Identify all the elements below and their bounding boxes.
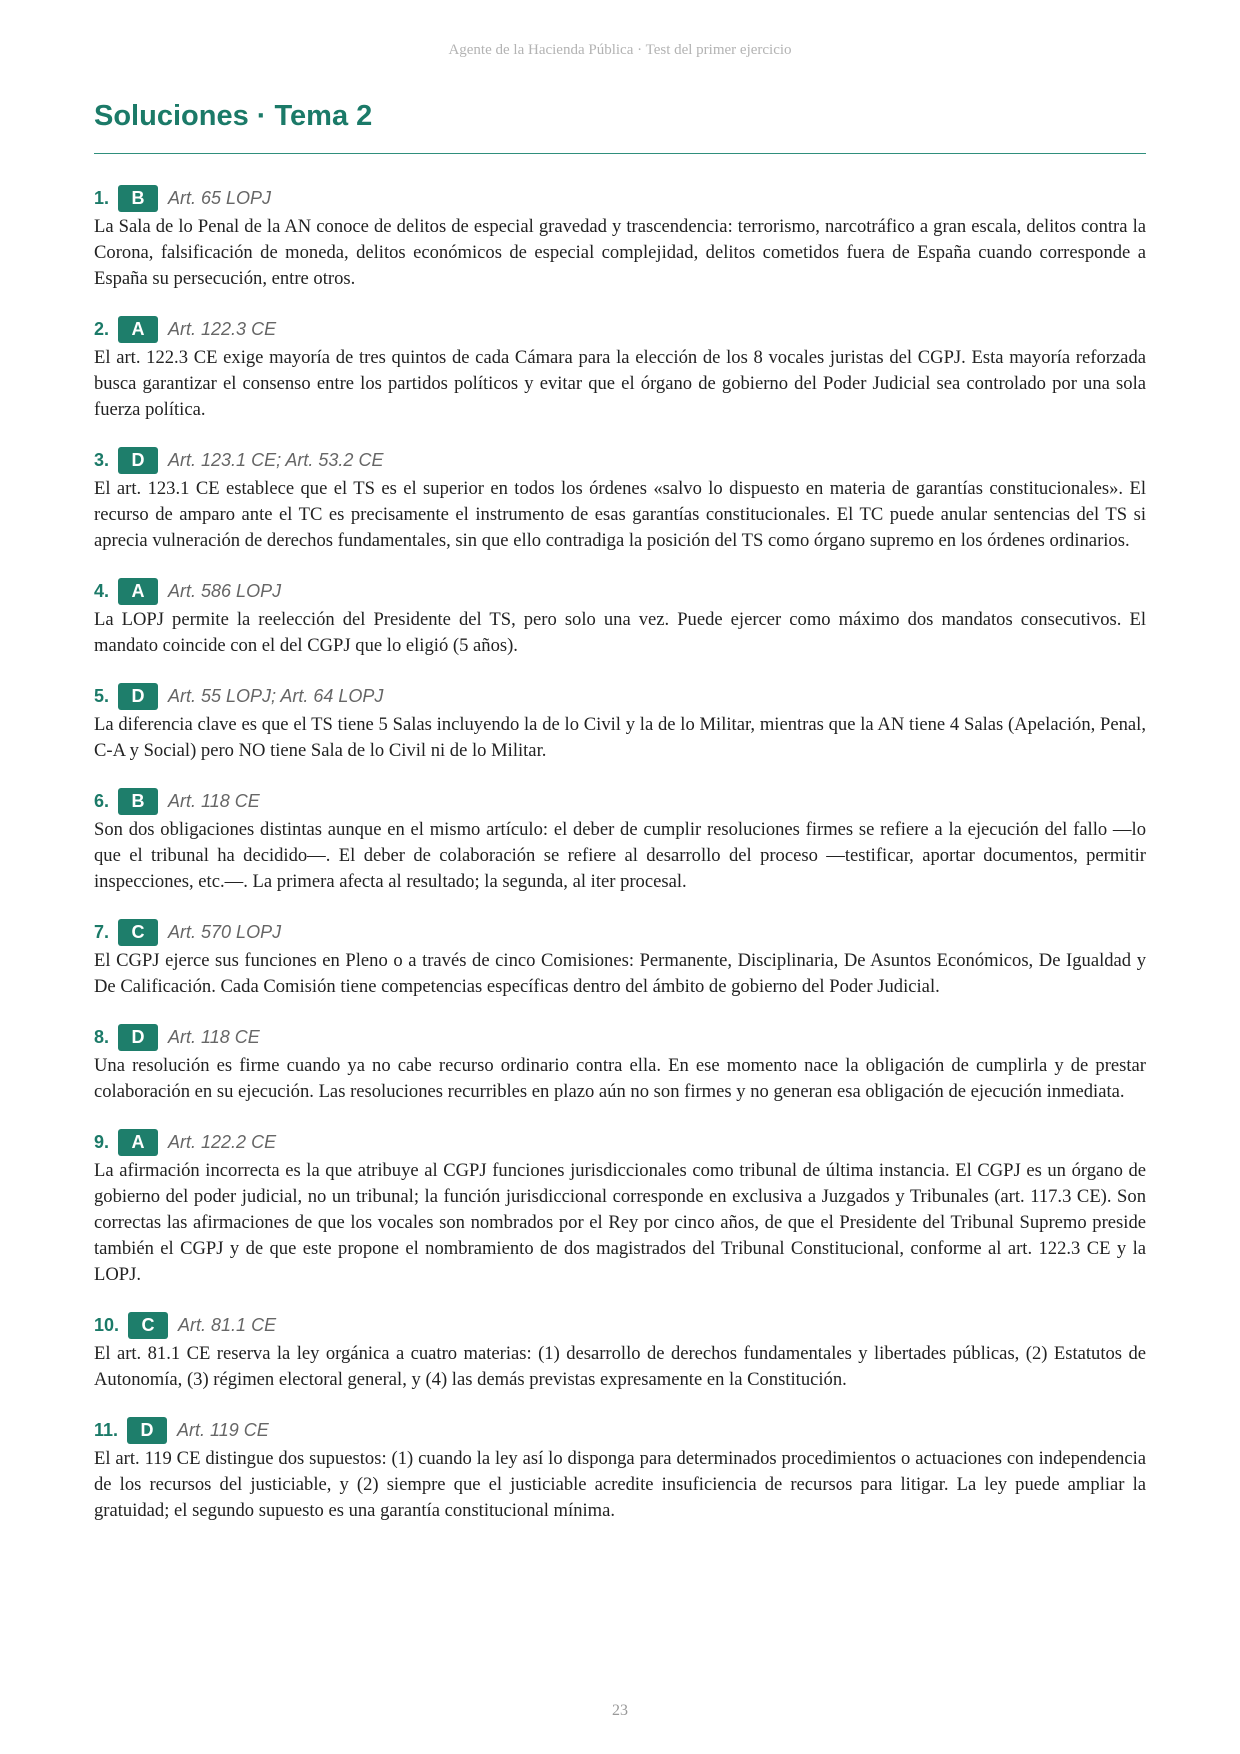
answer-item — [94, 682, 1146, 764]
answer-item — [94, 787, 1146, 895]
answer-reference: Art. 122.3 CE — [168, 318, 277, 339]
answer-explanation: El art. 123.1 CE establece que el TS es el superior en todos los órdenes «salvo lo dispuesto en materia de garantías constitucionales». El recurso de amparo ante el TC es precisamente el instrumento de esas garantías constitucionales. El TC puede anular sentencias del TS si aprecia vulneración de derechos fundamentales, sin que ello contradiga la posición del TS como órgano supremo en los órdenes ordinarios. — [94, 478, 1146, 551]
answer-header — [94, 787, 1146, 815]
answer-header — [94, 577, 1146, 605]
answer-letter-badge: D — [118, 1024, 158, 1051]
answer-number: 6. — [94, 790, 110, 811]
answer-header — [94, 682, 1146, 710]
answer-header — [94, 918, 1146, 946]
answer-number: 8. — [94, 1026, 110, 1047]
answer-explanation: La Sala de lo Penal de la AN conoce de delitos de especial gravedad y trascendencia: terrorismo, narcotráfico a gran escala, delitos contra la Corona, falsificación de moneda, delitos económicos de especial complejidad, delitos cometidos fuera de España cuando corresponde a España su persecución, entre otros. — [94, 216, 1146, 289]
answer-reference: Art. 118 CE — [168, 790, 260, 811]
page-number: 23 — [612, 1702, 628, 1719]
answer-item — [94, 446, 1146, 554]
answer-letter-badge: B — [118, 185, 158, 212]
answer-header — [94, 1023, 1146, 1051]
answer-explanation: La diferencia clave es que el TS tiene 5 Salas incluyendo la de lo Civil y la de lo Militar, mientras que la AN tiene 4 Salas (Apelación, Penal, C-A y Social) pero NO tiene Sala de lo Civil ni de lo Militar. — [94, 714, 1146, 761]
answer-header — [94, 1311, 1146, 1339]
answer-number: 1. — [94, 187, 110, 208]
answer-letter-badge: C — [118, 919, 158, 946]
answer-letter-badge: D — [127, 1417, 167, 1444]
answer-item — [94, 918, 1146, 1000]
answer-explanation: Una resolución es firme cuando ya no cabe recurso ordinario contra ella. En ese momento nace la obligación de cumplirla y de prestar colaboración en su ejecución. Las resoluciones recurribles en plazo aún no son firmes y no generan esa obligación de ejecución inmediata. — [94, 1055, 1146, 1102]
running-header: Agente de la Hacienda Pública · Test del primer ejercicio — [448, 42, 792, 58]
answer-letter-badge: C — [128, 1312, 168, 1339]
answer-reference: Art. 81.1 CE — [178, 1314, 277, 1335]
answer-letter-badge: D — [118, 683, 158, 710]
answer-number: 3. — [94, 449, 110, 470]
answer-letter-badge: A — [118, 578, 158, 605]
answer-header — [94, 446, 1146, 474]
answer-number: 7. — [94, 921, 110, 942]
answer-letter-badge: A — [118, 316, 158, 343]
answer-item — [94, 1023, 1146, 1105]
page-title: Soluciones · Tema 2 — [94, 100, 373, 132]
answer-header — [94, 184, 1146, 212]
answer-header — [94, 1128, 1146, 1156]
answer-number: 9. — [94, 1131, 110, 1152]
answer-explanation: La afirmación incorrecta es la que atribuye al CGPJ funciones jurisdiccionales como tribunal de última instancia. El CGPJ es un órgano de gobierno del poder judicial, no un tribunal; la función jurisdiccional corresponde en exclusiva a Juzgados y Tribunales (art. 117.3 CE). Son correctas las afirmaciones de que los vocales son nombrados por el Rey por cinco años, de que el Presidente del Tribunal Supremo preside también el CGPJ y de que este propone el nombramiento de dos magistrados del Tribunal Constitucional, conforme al art. 122.3 CE y la LOPJ. — [94, 1160, 1146, 1285]
answer-header — [94, 1416, 1146, 1444]
answer-explanation: El art. 81.1 CE reserva la ley orgánica a cuatro materias: (1) desarrollo de derechos fundamentales y libertades públicas, (2) Estatutos de Autonomía, (3) régimen electoral general, y (4) las demás previstas expresamente en la Constitución. — [94, 1343, 1146, 1390]
answer-letter-badge: A — [118, 1129, 158, 1156]
answer-reference: Art. 570 LOPJ — [168, 921, 282, 942]
answer-number: 10. — [94, 1314, 120, 1335]
answer-explanation: La LOPJ permite la reelección del Presidente del TS, pero solo una vez. Puede ejercer como máximo dos mandatos consecutivos. El mandato coincide con el del CGPJ que lo eligió (5 años). — [94, 609, 1146, 656]
answer-reference: Art. 55 LOPJ; Art. 64 LOPJ — [168, 685, 384, 706]
answer-reference: Art. 123.1 CE; Art. 53.2 CE — [168, 449, 384, 470]
answer-number: 11. — [94, 1419, 119, 1440]
answer-explanation: El CGPJ ejerce sus funciones en Pleno o a través de cinco Comisiones: Permanente, Disciplinaria, De Asuntos Económicos, De Igualdad y De Calificación. Cada Comisión tiene competencias específicas dentro del ámbito de gobierno del Poder Judicial. — [94, 950, 1146, 997]
answer-item — [94, 577, 1146, 659]
answer-item — [94, 1128, 1146, 1288]
answer-number: 5. — [94, 685, 110, 706]
answer-reference: Art. 586 LOPJ — [168, 580, 282, 601]
answers-list — [94, 184, 1146, 1547]
answer-explanation: El art. 119 CE distingue dos supuestos: (1) cuando la ley así lo disponga para determinados procedimientos o actuaciones con independencia de los recursos del justiciable, y (2) siempre que el justiciable acredite insuficiencia de recursos para litigar. La ley puede ampliar la gratuidad; el segundo supuesto es una garantía constitucional mínima. — [94, 1448, 1146, 1521]
answer-item — [94, 1311, 1146, 1393]
answer-header — [94, 315, 1146, 343]
answer-letter-badge: D — [118, 447, 158, 474]
answer-item — [94, 1416, 1146, 1524]
answer-number: 2. — [94, 318, 110, 339]
answer-reference: Art. 65 LOPJ — [168, 187, 272, 208]
answer-reference: Art. 119 CE — [177, 1419, 269, 1440]
answer-explanation: Son dos obligaciones distintas aunque en el mismo artículo: el deber de cumplir resoluciones firmes se refiere a la ejecución del fallo —lo que el tribunal ha decidido—. El deber de colaboración se refiere al desarrollo del proceso —testificar, aportar documentos, permitir inspecciones, etc.—. La primera afecta al resultado; la segunda, al iter procesal. — [94, 819, 1146, 892]
answer-item — [94, 184, 1146, 292]
answer-number: 4. — [94, 580, 110, 601]
answer-letter-badge: B — [118, 788, 158, 815]
answer-reference: Art. 118 CE — [168, 1026, 260, 1047]
answer-reference: Art. 122.2 CE — [168, 1131, 277, 1152]
answer-explanation: El art. 122.3 CE exige mayoría de tres quintos de cada Cámara para la elección de los 8 vocales juristas del CGPJ. Esta mayoría reforzada busca garantizar el consenso entre los partidos políticos y evitar que el órgano de gobierno del Poder Judicial sea controlado por una sola fuerza política. — [94, 347, 1146, 420]
answer-item — [94, 315, 1146, 423]
title-divider — [94, 153, 1146, 154]
